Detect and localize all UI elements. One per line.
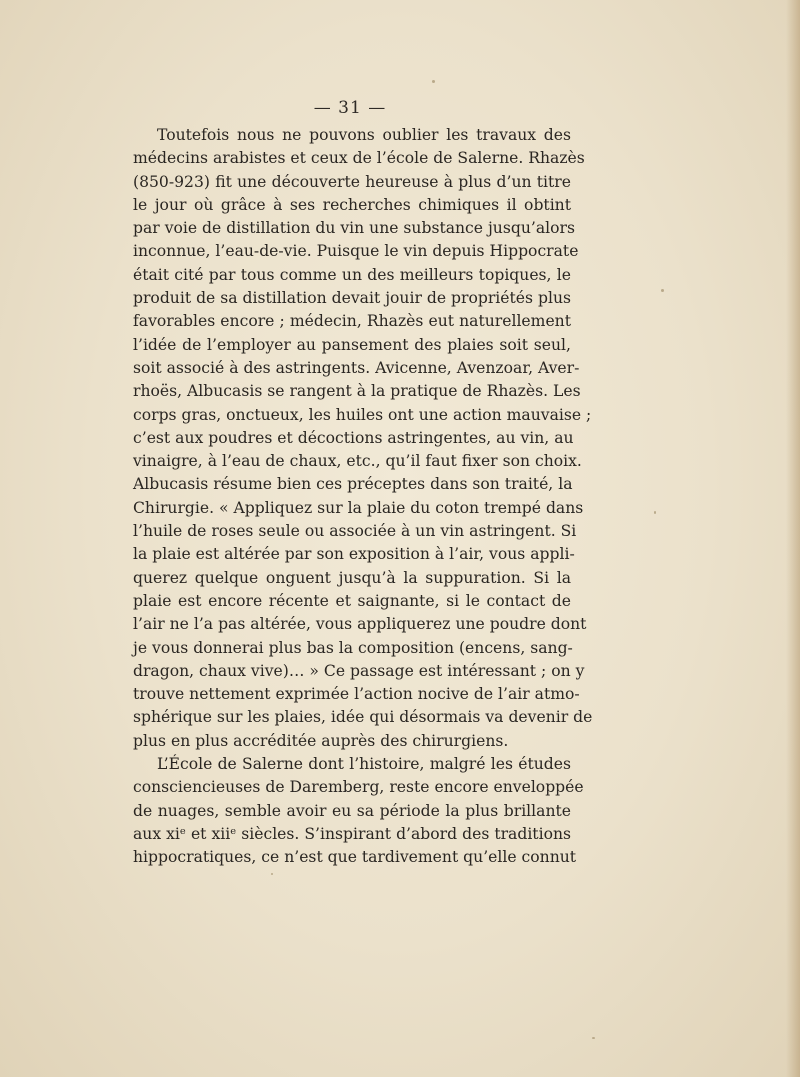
text-line: favorables encore ; médecin, Rhazès eut naturellement xyxy=(133,312,571,331)
paper-speck xyxy=(592,1037,595,1039)
text-line: de nuages, semble avoir eu sa période la plus brillante xyxy=(133,801,571,820)
text-line: soit associé à des astringents. Avicenne, Avenzoar, Aver- xyxy=(133,358,580,377)
text-line: l’idée de l’employer au pansement des plaies soit seul, xyxy=(133,335,571,354)
page-number: — 31 — xyxy=(313,98,387,118)
text-line: je vous donnerai plus bas la composition (encens, sang- xyxy=(133,638,573,657)
paper-speck xyxy=(271,873,273,875)
text-line: l’huile de roses seule ou associée à un vin astringent. Si xyxy=(133,522,577,541)
text-line: corps gras, onctueux, les huiles ont une action mauvaise ; xyxy=(133,405,592,424)
text-line: médecins arabistes et ceux de l’école de Salerne. Rhazès xyxy=(133,149,585,168)
text-line: L’École de Salerne dont l’histoire, malgré les études xyxy=(157,755,571,774)
text-line: Chirurgie. « Appliquez sur la plaie du coton trempé dans xyxy=(133,498,584,517)
text-line: était cité par tous comme un des meilleurs topiques, le xyxy=(133,265,571,284)
text-line: Toutefois nous ne pouvons oublier les travaux des xyxy=(157,126,571,144)
text-line: inconnue, l’eau-de-vie. Puisque le vin depuis Hippocrate xyxy=(133,242,579,261)
page-edge-shadow xyxy=(786,0,800,1077)
text-line: c’est aux poudres et décoctions astringentes, au vin, au xyxy=(133,428,574,447)
text-line: dragon, chaux vive)… » Ce passage est intéressant ; on y xyxy=(133,661,585,680)
text-line: hippocratiques, ce n’est que tardivement qu’elle connut xyxy=(133,848,577,867)
text-line: rhoës, Albucasis se rangent à la pratique de Rhazès. Les xyxy=(133,382,581,401)
text-line: produit de sa distillation devait jouir de propriétés plus xyxy=(133,289,571,308)
text-line: la plaie est altérée par son exposition à l’air, vous appli- xyxy=(133,545,575,564)
text-line: sphérique sur les plaies, idée qui désormais va devenir de xyxy=(133,708,593,727)
paper-speck xyxy=(661,289,664,292)
text-line: aux xiᵉ et xiiᵉ siècles. S’inspirant d’abord des traditions xyxy=(133,824,571,843)
text-line: Albucasis résume bien ces préceptes dans son traité, la xyxy=(133,475,573,494)
text-line: trouve nettement exprimée l’action nocive de l’air atmo- xyxy=(133,685,580,704)
paper-speck xyxy=(654,511,656,514)
text-line: le jour où grâce à ses recherches chimiques il obtint xyxy=(133,195,571,214)
text-line: l’air ne l’a pas altérée, vous appliquerez une poudre dont xyxy=(133,615,587,634)
text-line: par voie de distillation du vin une substance jusqu’alors xyxy=(133,219,575,238)
text-line: querez quelque onguent jusqu’à la suppuration. Si la xyxy=(133,568,571,587)
paper-speck xyxy=(432,80,435,83)
text-line: (850-923) fit une découverte heureuse à plus d’un titre xyxy=(133,172,571,191)
text-line: consciencieuses de Daremberg, reste encore enveloppée xyxy=(133,778,584,797)
text-line: vinaigre, à l’eau de chaux, etc., qu’il faut fixer son choix. xyxy=(133,452,582,471)
text-line: plaie est encore récente et saignante, si le contact de xyxy=(133,591,571,610)
body-text xyxy=(133,124,593,870)
text-line: plus en plus accréditée auprès des chirurgiens. xyxy=(133,731,509,750)
